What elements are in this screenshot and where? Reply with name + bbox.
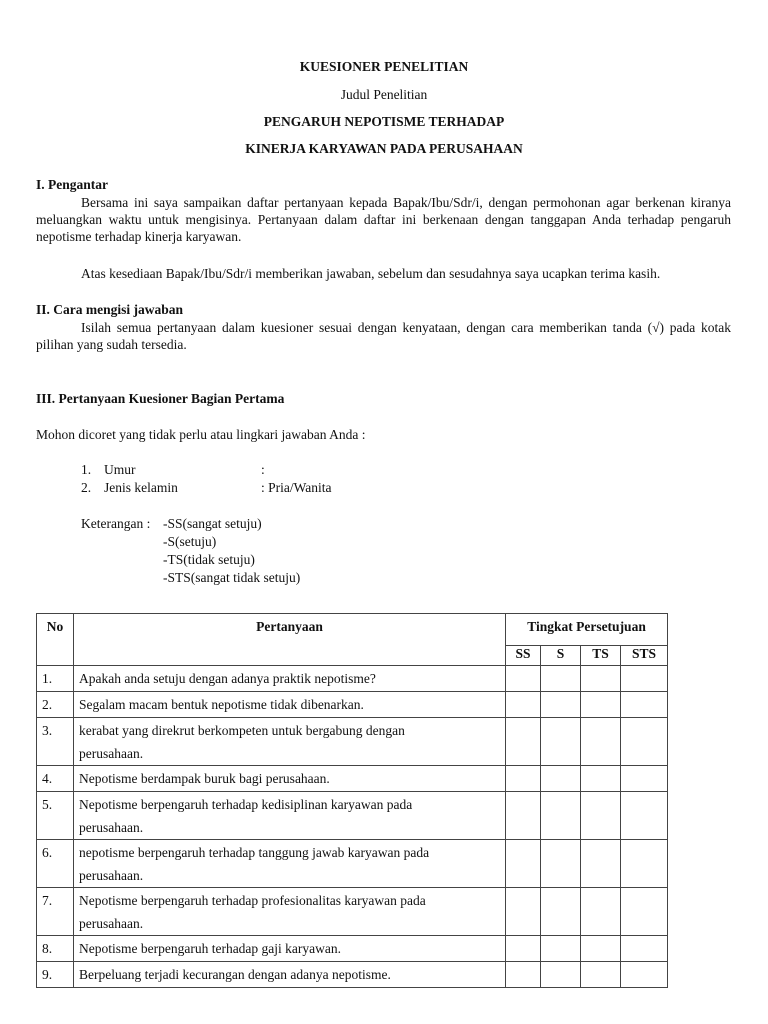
header-agreement-level: Tingkat Persetujuan bbox=[506, 614, 668, 646]
question-line: Segalam macam bentuk nepotisme tidak dibenarkan. bbox=[79, 697, 364, 712]
header-no: No bbox=[37, 614, 74, 666]
section-1-heading: I. Pengantar bbox=[36, 177, 108, 192]
row-number: 8. bbox=[37, 936, 74, 962]
row-number: 5. bbox=[37, 792, 74, 840]
section-3-instruction: Mohon dicoret yang tidak perlu atau lingkari jawaban Anda : bbox=[36, 427, 366, 442]
document-title: KUESIONER PENELITIAN bbox=[299, 59, 469, 74]
answer-box-s[interactable] bbox=[541, 666, 581, 692]
field-value-age: : bbox=[261, 462, 265, 477]
question-line: Nepotisme berpengaruh terhadap kedisiplinan karyawan pada bbox=[79, 797, 413, 812]
header-scale-sts: STS bbox=[621, 646, 668, 666]
answer-box-ss[interactable] bbox=[506, 666, 541, 692]
row-question bbox=[74, 666, 506, 692]
row-number: 2. bbox=[37, 692, 74, 718]
section-1-text-1: Bersama ini saya sampaikan daftar pertanyaan kepada Bapak/Ibu/Sdr/i, dengan permohonan agar berkenan kiranya meluangkan waktu untuk mengisinya. Pertanyaan dalam daftar ini berkenaan dengan tanggapan Anda terhadap pengaruh nepotisme terhadap kinerja karyawan. bbox=[36, 195, 731, 244]
keterangan-label: Keterangan : bbox=[81, 516, 151, 531]
keterangan-item: -STS(sangat tidak setuju) bbox=[163, 570, 301, 585]
row-number: 6. bbox=[37, 840, 74, 888]
table-row bbox=[37, 766, 668, 792]
header-scale-ss: SS bbox=[506, 646, 541, 666]
answer-box-sts[interactable] bbox=[621, 840, 668, 888]
field-label-gender: Jenis kelamin bbox=[104, 480, 178, 495]
question-line: perusahaan. bbox=[79, 820, 144, 835]
row-question bbox=[74, 792, 506, 840]
answer-box-ss[interactable] bbox=[506, 840, 541, 888]
answer-box-ts[interactable] bbox=[581, 692, 621, 718]
section-1-paragraph-2 bbox=[36, 265, 731, 282]
answer-box-ss[interactable] bbox=[506, 692, 541, 718]
answer-box-sts[interactable] bbox=[621, 936, 668, 962]
research-title-label: Judul Penelitian bbox=[340, 87, 428, 102]
answer-box-s[interactable] bbox=[541, 718, 581, 766]
answer-box-sts[interactable] bbox=[621, 766, 668, 792]
table-row bbox=[37, 888, 668, 936]
answer-box-ts[interactable] bbox=[581, 766, 621, 792]
answer-box-ss[interactable] bbox=[506, 718, 541, 766]
table-row bbox=[37, 792, 668, 840]
table-row bbox=[37, 692, 668, 718]
field-num-gender: 2. bbox=[81, 480, 92, 495]
question-line: kerabat yang direkrut berkompeten untuk bergabung dengan bbox=[79, 723, 405, 738]
section-2-text: Isilah semua pertanyaan dalam kuesioner sesuai dengan kenyataan, dengan cara memberikan tanda (√) pada kotak pilihan yang sudah tersedia. bbox=[36, 320, 731, 352]
answer-box-ts[interactable] bbox=[581, 962, 621, 988]
answer-box-sts[interactable] bbox=[621, 666, 668, 692]
header-scale-ts: TS bbox=[581, 646, 621, 666]
answer-box-ts[interactable] bbox=[581, 840, 621, 888]
section-1-text-2: Atas kesediaan Bapak/Ibu/Sdr/i memberikan jawaban, sebelum dan sesudahnya saya ucapkan terima kasih. bbox=[81, 266, 661, 281]
section-2-heading: II. Cara mengisi jawaban bbox=[36, 302, 184, 317]
question-line: Nepotisme berpengaruh terhadap profesionalitas karyawan pada bbox=[79, 893, 426, 908]
row-number: 1. bbox=[37, 666, 74, 692]
header-question: Pertanyaan bbox=[74, 614, 506, 666]
answer-box-ts[interactable] bbox=[581, 666, 621, 692]
answer-box-ts[interactable] bbox=[581, 936, 621, 962]
research-title-line-2: KINERJA KARYAWAN PADA PERUSAHAAN bbox=[245, 141, 523, 156]
row-question bbox=[74, 692, 506, 718]
answer-box-s[interactable] bbox=[541, 840, 581, 888]
answer-box-ss[interactable] bbox=[506, 936, 541, 962]
answer-box-sts[interactable] bbox=[621, 718, 668, 766]
questionnaire-table bbox=[36, 613, 668, 988]
keterangan-item: -TS(tidak setuju) bbox=[163, 552, 255, 567]
section-3-heading: III. Pertanyaan Kuesioner Bagian Pertama bbox=[36, 391, 285, 406]
answer-box-ss[interactable] bbox=[506, 792, 541, 840]
row-number: 4. bbox=[37, 766, 74, 792]
answer-box-s[interactable] bbox=[541, 962, 581, 988]
answer-box-sts[interactable] bbox=[621, 888, 668, 936]
answer-box-sts[interactable] bbox=[621, 692, 668, 718]
question-line: Apakah anda setuju dengan adanya praktik nepotisme? bbox=[79, 671, 376, 686]
answer-box-ts[interactable] bbox=[581, 718, 621, 766]
question-line: perusahaan. bbox=[79, 868, 144, 883]
header-scale-s: S bbox=[541, 646, 581, 666]
research-title-line-1: PENGARUH NEPOTISME TERHADAP bbox=[263, 114, 505, 129]
question-line: Nepotisme berdampak buruk bagi perusahaan. bbox=[79, 771, 330, 786]
row-question bbox=[74, 962, 506, 988]
answer-box-s[interactable] bbox=[541, 692, 581, 718]
question-line: Nepotisme berpengaruh terhadap gaji karyawan. bbox=[79, 941, 342, 956]
row-question bbox=[74, 888, 506, 936]
question-line: Berpeluang terjadi kecurangan dengan adanya nepotisme. bbox=[79, 967, 391, 982]
row-question bbox=[74, 718, 506, 766]
table-row bbox=[37, 718, 668, 766]
table-row bbox=[37, 666, 668, 692]
row-number: 7. bbox=[37, 888, 74, 936]
row-question bbox=[74, 936, 506, 962]
table-row bbox=[37, 936, 668, 962]
table-row bbox=[37, 840, 668, 888]
answer-box-s[interactable] bbox=[541, 792, 581, 840]
row-question bbox=[74, 766, 506, 792]
section-1-paragraph-1 bbox=[36, 194, 731, 245]
answer-box-sts[interactable] bbox=[621, 792, 668, 840]
question-line: perusahaan. bbox=[79, 746, 144, 761]
answer-box-ss[interactable] bbox=[506, 888, 541, 936]
field-value-gender: : Pria/Wanita bbox=[261, 480, 332, 495]
answer-box-s[interactable] bbox=[541, 766, 581, 792]
table-row bbox=[37, 962, 668, 988]
question-line: nepotisme berpengaruh terhadap tanggung jawab karyawan pada bbox=[79, 845, 430, 860]
field-num-age: 1. bbox=[81, 462, 92, 477]
answer-box-ts[interactable] bbox=[581, 888, 621, 936]
question-line: perusahaan. bbox=[79, 916, 144, 931]
row-number: 3. bbox=[37, 718, 74, 766]
section-2-paragraph bbox=[36, 319, 731, 353]
answer-box-ts[interactable] bbox=[581, 792, 621, 840]
row-number: 9. bbox=[37, 962, 74, 988]
answer-box-ss[interactable] bbox=[506, 766, 541, 792]
field-label-age: Umur bbox=[104, 462, 136, 477]
keterangan-item: -S(setuju) bbox=[163, 534, 217, 549]
answer-box-ss[interactable] bbox=[506, 962, 541, 988]
answer-box-s[interactable] bbox=[541, 888, 581, 936]
answer-box-s[interactable] bbox=[541, 936, 581, 962]
keterangan-item: -SS(sangat setuju) bbox=[163, 516, 262, 531]
answer-box-sts[interactable] bbox=[621, 962, 668, 988]
row-question bbox=[74, 840, 506, 888]
